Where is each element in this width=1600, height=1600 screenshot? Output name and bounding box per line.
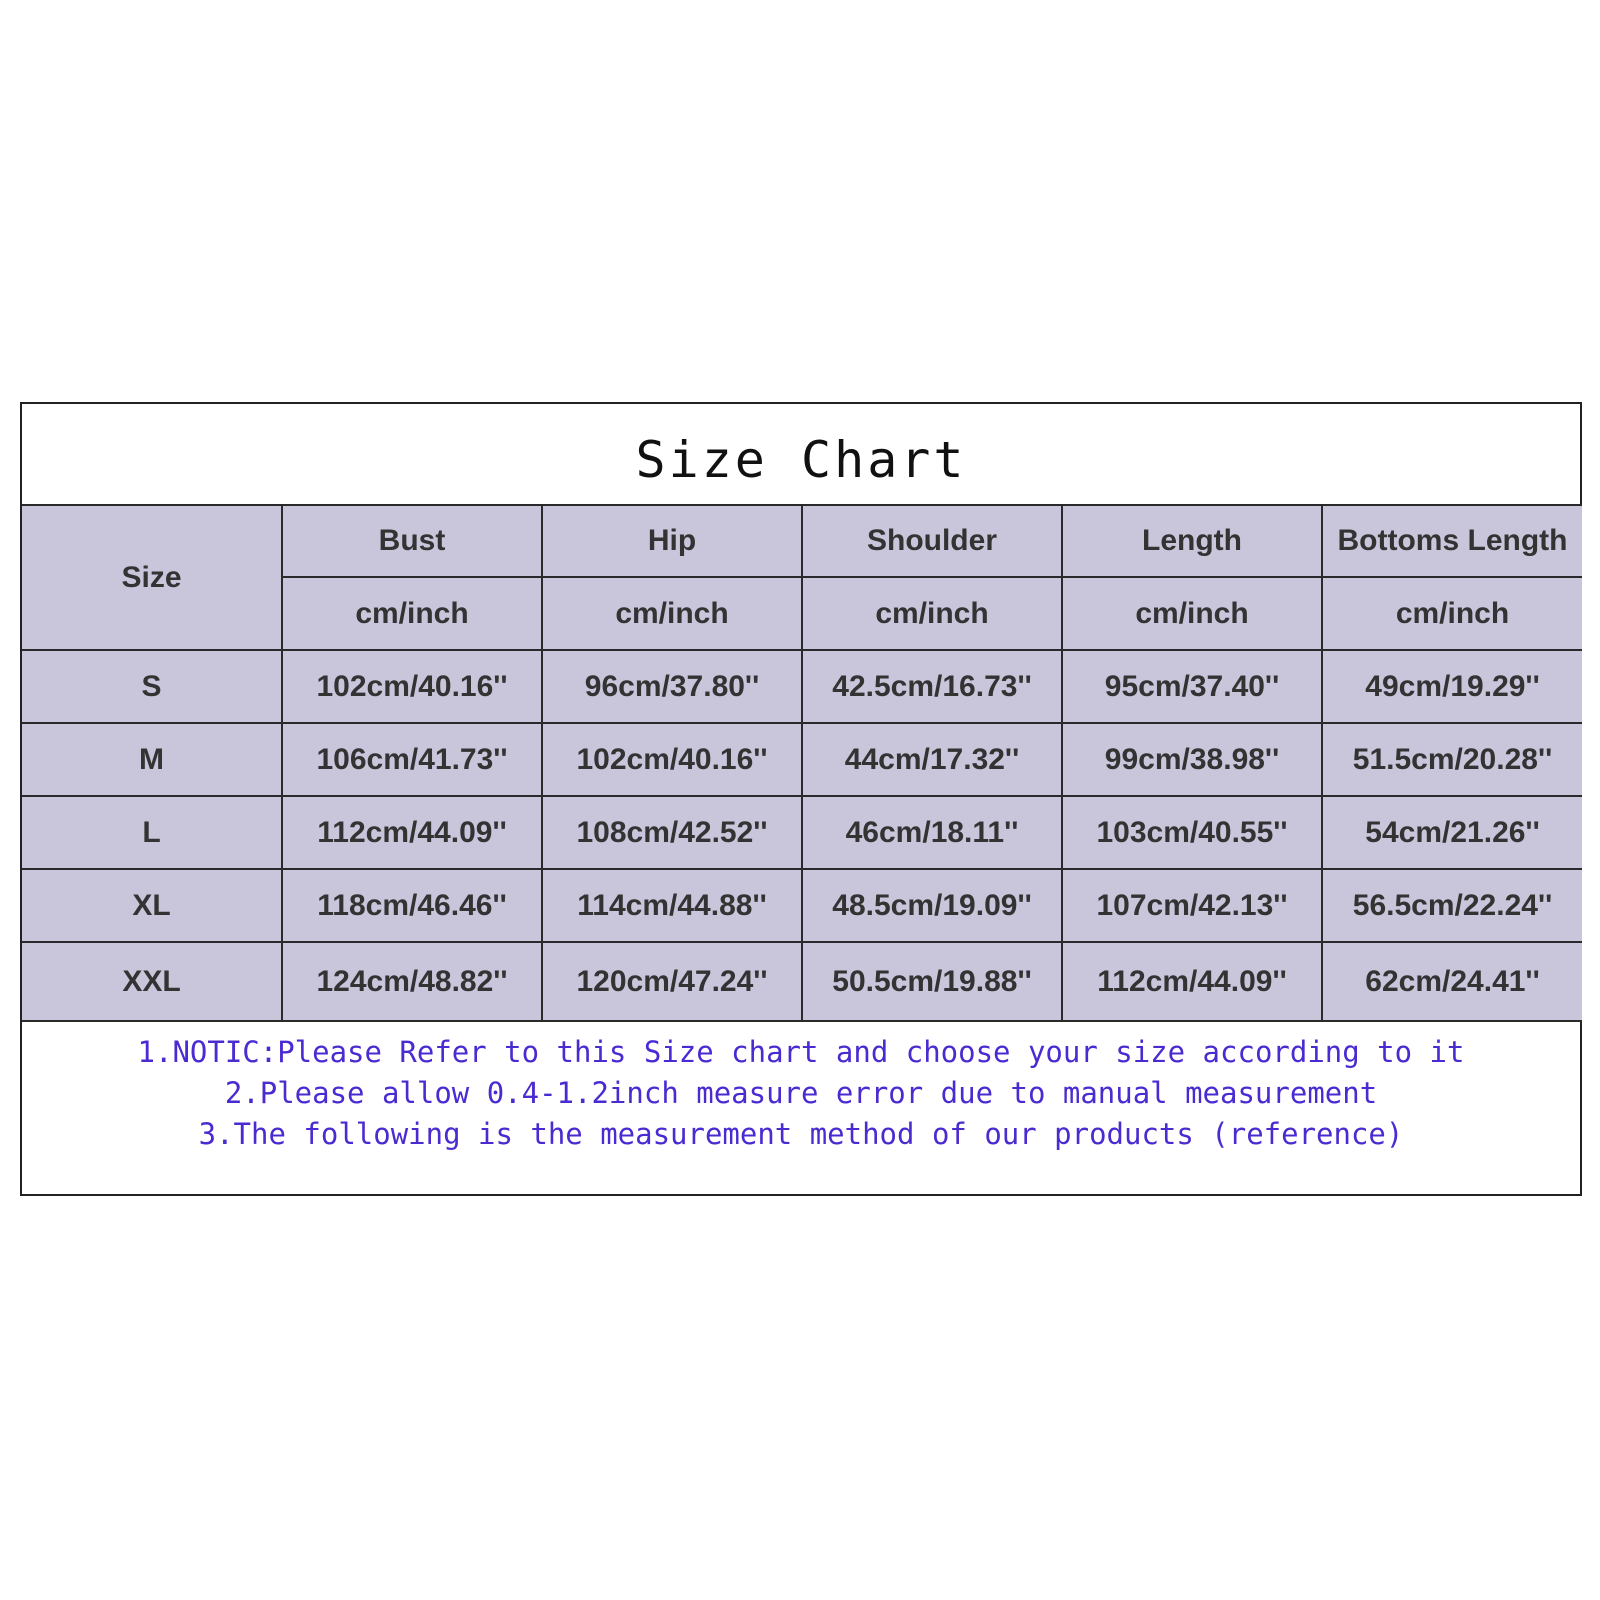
- table-cell: 50.5cm/19.88'': [802, 942, 1062, 1021]
- table-row: [22, 942, 1582, 1021]
- table-cell: 112cm/44.09'': [282, 796, 542, 869]
- table-header-row: [22, 505, 1582, 577]
- table-cell: 102cm/40.16'': [542, 723, 802, 796]
- table-row: [22, 723, 1582, 796]
- chart-title: Size Chart: [635, 431, 967, 489]
- size-label: XL: [22, 869, 282, 942]
- table-cell: 51.5cm/20.28'': [1322, 723, 1582, 796]
- table-cell: 56.5cm/22.24'': [1322, 869, 1582, 942]
- note-line: 1.NOTIC:Please Refer to this Size chart and choose your size according to it: [137, 1035, 1465, 1069]
- note-line: 3.The following is the measurement method of our products (reference): [198, 1117, 1404, 1151]
- unit-label: cm/inch: [1322, 577, 1582, 650]
- table-cell: 62cm/24.41'': [1322, 942, 1582, 1021]
- table-row: [22, 869, 1582, 942]
- table-cell: 114cm/44.88'': [542, 869, 802, 942]
- table-row: [22, 650, 1582, 723]
- size-column-header: Size: [22, 505, 282, 650]
- table-cell: 48.5cm/19.09'': [802, 869, 1062, 942]
- table-row: [22, 796, 1582, 869]
- table-cell: 95cm/37.40'': [1062, 650, 1322, 723]
- table-cell: 106cm/41.73'': [282, 723, 542, 796]
- table-cell: 42.5cm/16.73'': [802, 650, 1062, 723]
- table-cell: 49cm/19.29'': [1322, 650, 1582, 723]
- size-chart-panel: [20, 402, 1582, 1196]
- table-cell: 120cm/47.24'': [542, 942, 802, 1021]
- column-header-bottoms-length: Bottoms Length: [1322, 505, 1582, 577]
- column-header-length: Length: [1062, 505, 1322, 577]
- unit-label: cm/inch: [542, 577, 802, 650]
- table-cell: 46cm/18.11'': [802, 796, 1062, 869]
- table-cell: 54cm/21.26'': [1322, 796, 1582, 869]
- unit-label: cm/inch: [282, 577, 542, 650]
- table-cell: 118cm/46.46'': [282, 869, 542, 942]
- size-label: S: [22, 650, 282, 723]
- note-line: 2.Please allow 0.4-1.2inch measure error due to manual measurement: [224, 1076, 1378, 1110]
- column-header-shoulder: Shoulder: [802, 505, 1062, 577]
- size-label: M: [22, 723, 282, 796]
- table-cell: 124cm/48.82'': [282, 942, 542, 1021]
- unit-label: cm/inch: [1062, 577, 1322, 650]
- table-cell: 112cm/44.09'': [1062, 942, 1322, 1021]
- size-label: XXL: [22, 942, 282, 1021]
- table-cell: 44cm/17.32'': [802, 723, 1062, 796]
- table-cell: 102cm/40.16'': [282, 650, 542, 723]
- table-cell: 96cm/37.80'': [542, 650, 802, 723]
- column-header-bust: Bust: [282, 505, 542, 577]
- table-cell: 108cm/42.52'': [542, 796, 802, 869]
- size-label: L: [22, 796, 282, 869]
- notes-block: [22, 1032, 1580, 1155]
- table-cell: 103cm/40.55'': [1062, 796, 1322, 869]
- unit-label: cm/inch: [802, 577, 1062, 650]
- table-cell: 107cm/42.13'': [1062, 869, 1322, 942]
- size-table: [22, 504, 1582, 1022]
- column-header-hip: Hip: [542, 505, 802, 577]
- table-cell: 99cm/38.98'': [1062, 723, 1322, 796]
